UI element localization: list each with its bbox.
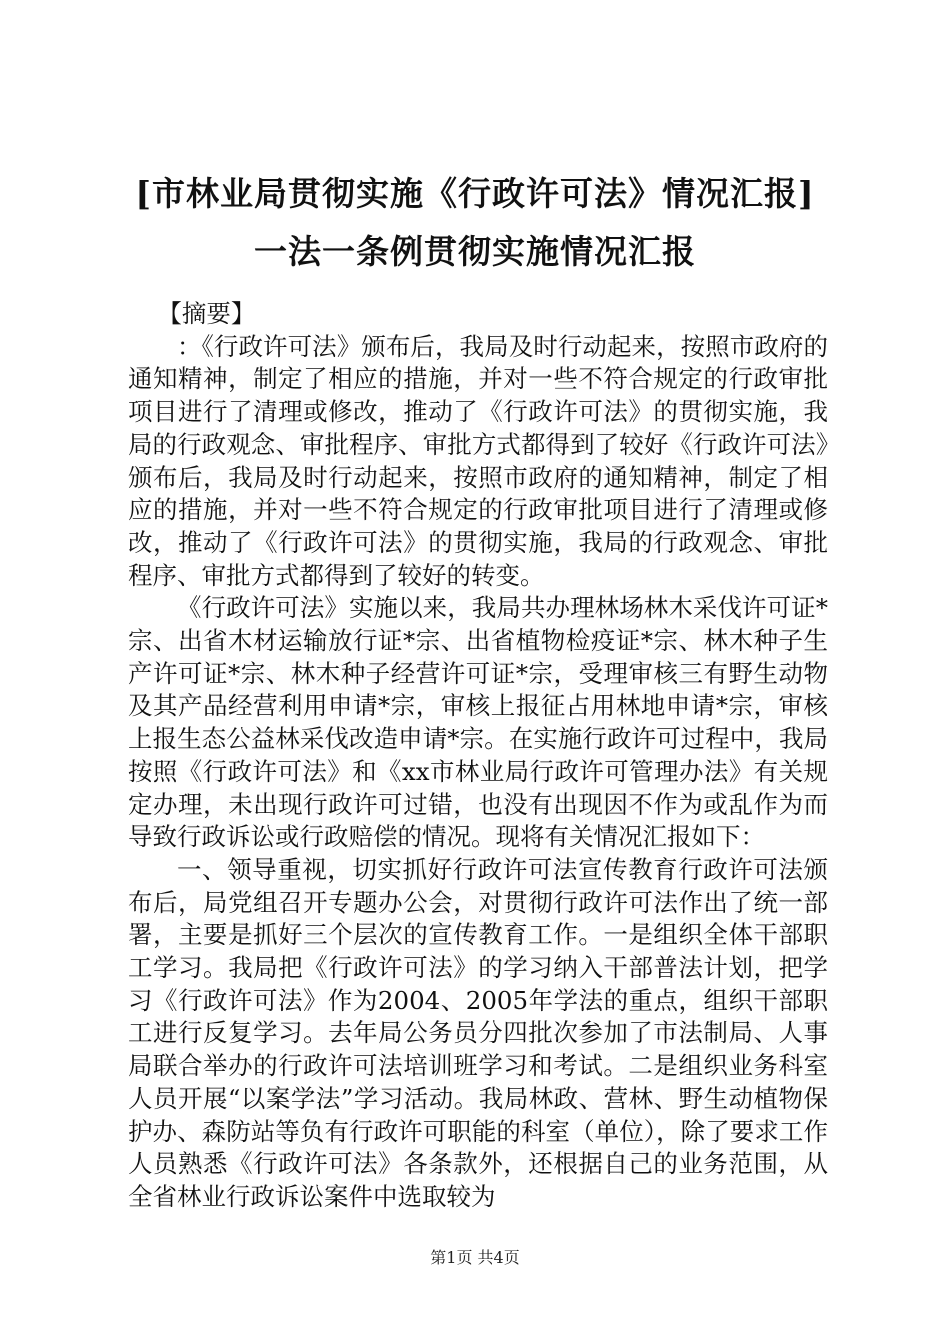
- document-body: [128, 298, 828, 1214]
- paragraph-section-one: 一、领导重视，切实抓好行政许可法宣传教育行政许可法颁布后，局党组召开专题办公会，对贯彻行政许可法作出了统一部署，主要是抓好三个层次的宣传教育工作。一是组织全体干部职工学习。我局把《行政许可法》的学习纳入干部普法计划，把学习《行政许可法》作为2004、2005年学法的重点，组织干部职工进行反复学习。去年局公务员分四批次参加了市法制局、人事局联合举办的行政许可法培训班学习和考试。二是组织业务科室人员开展“以案学法”学习活动。我局林政、营林、野生动植物保护办、森防站等负有行政许可职能的科室（单位），除了要求工作人员熟悉《行政许可法》各条款外，还根据自己的业务范围，从全省林业行政诉讼案件中选取较为: [128, 854, 828, 1211]
- paragraph-implementation-summary: 《行政许可法》实施以来，我局共办理林场林木采伐许可证*宗、出省木材运输放行证*宗、出省植物检疫证*宗、林木种子生产许可证*宗、林木种子经营许可证*宗，受理审核三有野生动物及其产品经营利用申请*宗，审核上报征占用林地申请*宗，审核上报生态公益林采伐改造申请*宗。在实施行政许可过程中，我局按照《行政许可法》和《xx市林业局行政许可管理办法》有关规定办理，未出现行政许可过错，也没有出现因不作为或乱作为而导致行政诉讼或行政赔偿的情况。现将有关情况汇报如下：: [128, 593, 828, 852]
- document-title-line-1: [市林业局贯彻实施《行政许可法》情况汇报]: [135, 174, 815, 213]
- document-title-line-2: 一法一条例贯彻实施情况汇报: [254, 232, 696, 271]
- page-number-footer: 第1页 共4页: [430, 1248, 520, 1267]
- paragraph-abstract: ：《行政许可法》颁布后，我局及时行动起来，按照市政府的通知精神，制定了相应的措施，并对一些不符合规定的行政审批项目进行了清理或修改，推动了《行政许可法》的贯彻实施，我局的行政观念、审批程序、审批方式都得到了较好《行政许可法》颁布后，我局及时行动起来，按照市政府的通知精神，制定了相应的措施，并对一些不符合规定的行政审批项目进行了清理或修改，推动了《行政许可法》的贯彻实施，我局的行政观念、审批程序、审批方式都得到了较好的转变。: [128, 331, 828, 590]
- abstract-label: 【摘要】: [157, 299, 256, 328]
